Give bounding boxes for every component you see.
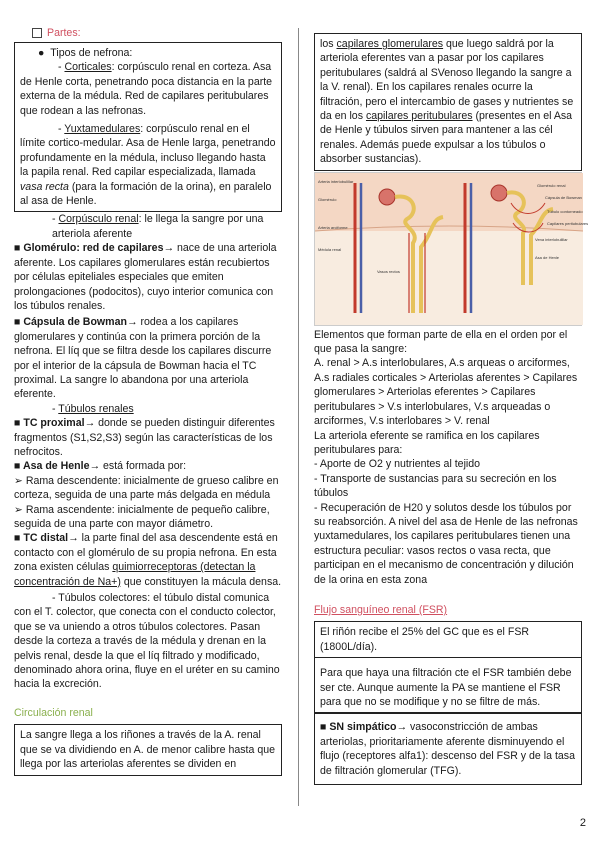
sn-label: SN simpático <box>329 721 397 734</box>
fig-label-r6: Asa de Henle <box>535 254 560 260</box>
fsr-box-1-a: El riñón recibe el 25 <box>320 626 414 639</box>
tubulos-heading: - Túbulos renales <box>52 402 134 415</box>
elementos-text: Elementos que forman parte de ella en el orden por el que pasa la sangre: <box>314 328 568 356</box>
ramifica-text: La arteriola eferente se ramifica en los capilares peritubulares para: <box>314 429 540 456</box>
capilares-text-3: (presentes en el Asa de Henle y túbulos sirven para mantener a las cél renales. Además puede expulsar a los túbulos o absorber sustancias). <box>320 110 573 166</box>
rama-descendente: ➢ Rama descendente: inicialmente de grueso calibre en corteza, seguida de una parte más delgada en médula <box>14 474 279 502</box>
section-header <box>14 26 282 40</box>
fig-label-r4: Capilares peritubulares <box>547 220 589 226</box>
bowman-paragraph <box>14 315 282 401</box>
corticales-text: : corpúsculo renal en corteza. Asa de Henle corta, penetrando poca distancia en la parte externa de la médula. Red de capilares peritubulares que rodean a las nefronas. <box>20 61 273 117</box>
bowman-label: Cápsula de Bowman <box>23 316 127 329</box>
fig-label-r3: Túbulo contorneado <box>547 208 583 214</box>
square-bullet-icon: ■ <box>320 721 330 734</box>
yuxta-text-1: : corpúsculo renal en el límite cortico-medular. Asa de Henle larga, penetrando profundamente en la médula, incluso llegando hasta la papila renal. Red capilar especializada, llamada <box>20 123 276 179</box>
corticales-label: Corticales <box>64 61 112 74</box>
transporte-text: - Transporte de sustancias para su secreción en los túbulos <box>314 472 557 500</box>
fsr-box-1-text <box>320 625 576 654</box>
capilares-peritubulares: capilares peritubulares <box>365 110 473 123</box>
tcp-label: TC proximal <box>23 417 85 430</box>
corpusculo-text: : le llega la sangre por una arteriola aferente <box>52 213 264 240</box>
tcd-paragraph <box>14 531 282 589</box>
bullet-icon: ● <box>38 47 51 59</box>
fsr-box-2-text: Para que haya una filtración cte el FSR también debe ser cte. Aunque aumente la PA se mantiene el FSR para que no se modifique y no se filtre de más. <box>320 667 572 708</box>
fsr-box-1-b: % del GC que es el FSR (1800L/día). <box>320 626 530 653</box>
section-title: Partes: <box>47 26 81 39</box>
yuxta-text-2: (para la formación de la orina), en paralelo al asa de Henle. <box>20 180 272 208</box>
renal-circulation-figure <box>314 172 589 326</box>
capilares-glomerulares: capilares glomerulares <box>336 38 444 50</box>
vasa-recta-term: vasa recta <box>20 180 69 193</box>
aporte-text: - Aporte de O2 y nutrientes al tejido <box>314 458 481 471</box>
capilares-box <box>314 33 582 171</box>
square-bullet-icon: ■ <box>14 532 24 545</box>
fsr-title: Flujo sanguíneo renal (FSR) <box>314 603 448 616</box>
tcd-label: TC distal <box>23 532 69 545</box>
tcd-text-1: → la parte final del asa descendente está en contacto con el glomérulo de su propia nefrona. En esta zona existen células <box>14 532 278 574</box>
checkbox-icon[interactable] <box>32 28 42 38</box>
fig-label-r2: Cápsula de Bowman <box>545 194 582 200</box>
bullet-text: Tipos de nefrona: <box>50 47 133 59</box>
quimiorreceptoras-text: quimiorreceptoras (detectan la concentración de Na+) <box>14 561 256 588</box>
corpusculo-paragraph: - Corpúsculo renal: le llega la sangre por una arteriola aferente <box>52 213 264 240</box>
glomerulus-left <box>379 189 395 205</box>
sn-box <box>314 713 582 785</box>
fig-label-l1: Arteria interlobulillar <box>318 178 354 184</box>
tcp-paragraph <box>14 416 282 459</box>
corpusculo-label: Corpúsculo renal <box>58 213 139 226</box>
orden-text: A. renal > A.s interlobulares, A.s arqueas o arciformes, A.s radiales corticales > Arteriolas aferentes > Capilares glomerulares > Arteriolas eferentes > Capilares peritubulares > V.s interlobulares, V.s arqueadas o arciformes, V.s interlobares > V. renal <box>314 357 578 428</box>
fsr-box-1 <box>314 621 582 658</box>
square-bullet-icon: ■ <box>14 417 24 430</box>
glomerulo-text: → nace de una arteriola aferente. Los capilares glomerulares están recubiertos por células epiteliales especiales que emiten prolongaciones (podocitos), cuyo interior comunica con los túbulos renales. <box>14 242 277 312</box>
rama-ascendente: ➢ Rama ascendente: inicialmente de pequeño calibre, seguida de una parte con mayor diámetro. <box>14 503 270 530</box>
capilares-text <box>320 37 576 167</box>
colectores-paragraph: - Túbulos colectores: el túbulo distal comunica con el T. colector, que conecta con el conducto colector, que se va uniendo a otros túbulos colectores. Pasan desde la corteza a través de la médula y drenan en la pelvis renal, desde la que el líq filtrado y modificado, denominado ahora orina, fluye en el uréter en su camino hacia la excreción. <box>14 592 280 691</box>
circulacion-text: La sangre llega a los riñones a través de la A. renal que se va dividiendo en A. de menor calibre hasta que llega por las arteriolas aferentes se dividen en <box>20 729 276 771</box>
fsr-box-2 <box>314 658 582 713</box>
recuperacion-text: - Recuperación de H20 y solutos desde los túbulos por su reabsorción. A nivel del asa de Henle de las nefronas yuxtamedulares, los capilares peritubulares tienen una estructura peculiar: vasos rectos o vasa recta, que participan en el mecanismo de concentración y dilución de la orina en esta zona <box>314 501 578 586</box>
tcp-text: → donde se pueden distinguir diferentes fragmentos (S1,S2,S3) según las características de los nefrocitos. <box>14 417 275 458</box>
circulacion-box <box>14 724 282 775</box>
right-column <box>314 33 589 785</box>
fig-label-r1: Glomérulo renal <box>537 182 566 188</box>
fig-label-l2: Glomérulo <box>318 196 337 202</box>
yuxta-label: Yuxtamedulares <box>64 123 141 136</box>
bowman-text: → rodea a los capilares glomerulares y continúa con la primera porción de la nefrona. El líq que se filtra desde los capilares discurre por el interior de la cápsula de Bowman hacia el TC proximal. La sangre lo abandona por una arteriola eferente. <box>14 316 272 401</box>
tcd-text-2: que constituyen la mácula densa. <box>120 575 282 588</box>
tubulos-label: Túbulos renales <box>58 402 134 415</box>
capilares-text-1: los <box>320 38 337 50</box>
circulacion-title: Circulación renal <box>14 706 93 719</box>
bullet-line <box>20 46 276 60</box>
sn-text <box>320 720 576 778</box>
glomerulus-right <box>491 185 507 201</box>
fig-label-l5: Vasos rectos <box>377 268 400 274</box>
square-bullet-icon: ■ <box>14 316 24 329</box>
asa-text: → está formada por: <box>89 460 187 473</box>
renal-circulation-illustration <box>315 173 589 325</box>
square-bullet-icon: ■ <box>14 242 24 255</box>
glomerulo-label: Glomérulo: red de capilares <box>23 242 164 255</box>
square-bullet-icon: ■ <box>14 460 23 473</box>
fig-label-l3: Arteria arciforme <box>318 224 348 230</box>
asa-paragraph <box>14 459 282 473</box>
corticales-paragraph: - Corticales: corpúsculo renal en corteza. Asa de Henle corta, penetrando poca distancia en la parte externa de la médula. Red de capilares peritubulares que rodean a las nefronas. <box>20 61 273 117</box>
left-column <box>14 26 282 776</box>
glomerulo-paragraph <box>14 241 282 313</box>
asa-label: Asa de Henle <box>22 460 90 473</box>
column-divider <box>298 28 299 806</box>
sn-body: → vasoconstricción de ambas arteriolas, prioritariamente aferente disminuyendo el flujo (receptores alfa1): descenso del FSR y de la tasa de filtración glomerular (TFG). <box>320 721 575 777</box>
capilares-text-2: que luego saldrá por la arteriola eferentes van a pasar por los capilares peritubulares (saldrá al SVenoso llegando la sangre a la V. renal). En los capilares renales ocurre la filtración, pero el intercambio de gases y nutrientes se da en los <box>320 38 574 123</box>
page-number: 2 <box>579 816 586 829</box>
yuxta-paragraph: - Yuxtamedulares: corpúsculo renal en el límite cortico-medular. Asa de Henle larga, penetrando profundamente en la médula, incluso llegando hasta la papila renal. Red capilar especializada, llamada vasa recta (para la formación de la orina), en paralelo al asa de Henle. <box>20 123 276 208</box>
fig-label-l4: Médula renal <box>318 246 342 252</box>
nephron-types-box <box>14 42 282 212</box>
fig-label-r5: Vena interlobulillar <box>535 236 568 242</box>
